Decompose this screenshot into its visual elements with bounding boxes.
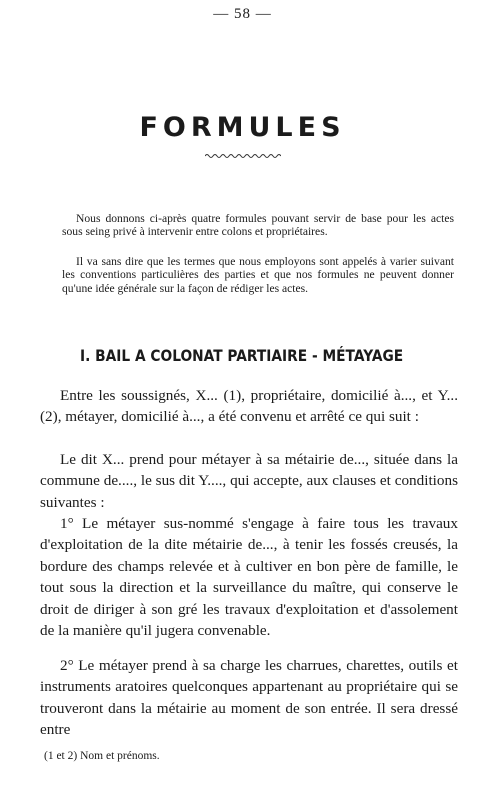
body-paragraph-2 xyxy=(40,449,458,513)
section-heading: I. BAIL A COLONAT PARTIAIRE - MÉTAYAGE xyxy=(80,346,404,365)
intro-paragraph-1 xyxy=(62,212,454,239)
body-paragraph-1 xyxy=(40,385,458,428)
body-text: Le dit X... prend pour métayer à sa métairie de..., située dans la commune de...., le sus dit Y...., qui accepte, aux clauses et conditions suivantes : xyxy=(40,451,458,511)
intro-paragraph-2 xyxy=(62,255,454,295)
intro-text: Nous donnons ci-après quatre formules pouvant servir de base pour les actes sous seing privé à intervenir entre colons et propriétaires. xyxy=(62,212,454,239)
body-paragraph-4 xyxy=(40,655,458,741)
wavy-rule-ornament xyxy=(205,152,281,160)
intro-text: Il va sans dire que les termes que nous employons sont appelés à varier suivant les conventions particulières des parties et que nos formules ne peuvent donner qu'une idée générale sur la façon de rédiger les actes. xyxy=(62,255,454,295)
footnote: (1 et 2) Nom et prénoms. xyxy=(44,750,160,762)
body-text: Entre les soussignés, X... (1), propriétaire, domicilié à..., et Y... (2), métayer, domicilié à..., a été convenu et arrêté ce qui suit : xyxy=(40,387,458,426)
body-text: 2° Le métayer prend à sa charge les charrues, charettes, outils et instruments aratoires quelconques appartenant au propriétaire qui se trouveront dans la métairie au moment de son entrée. Il sera dressé entre xyxy=(40,657,458,739)
page-title: FORMULES xyxy=(139,112,346,143)
body-text: 1° Le métayer sus-nommé s'engage à faire tous les travaux d'exploitation de la dite métairie de..., à tenir les fossés creusés, la bordure des champs relevée et à cultiver en bon père de famille, le tout sous la direction et la surveillance du maître, qui conserve le droit de diriger à son gré les travaux d'exploitation et d'assolement de la manière qu'il jugera convenable. xyxy=(40,515,458,640)
page-number: — 58 — xyxy=(213,6,272,22)
body-paragraph-3 xyxy=(40,513,458,641)
